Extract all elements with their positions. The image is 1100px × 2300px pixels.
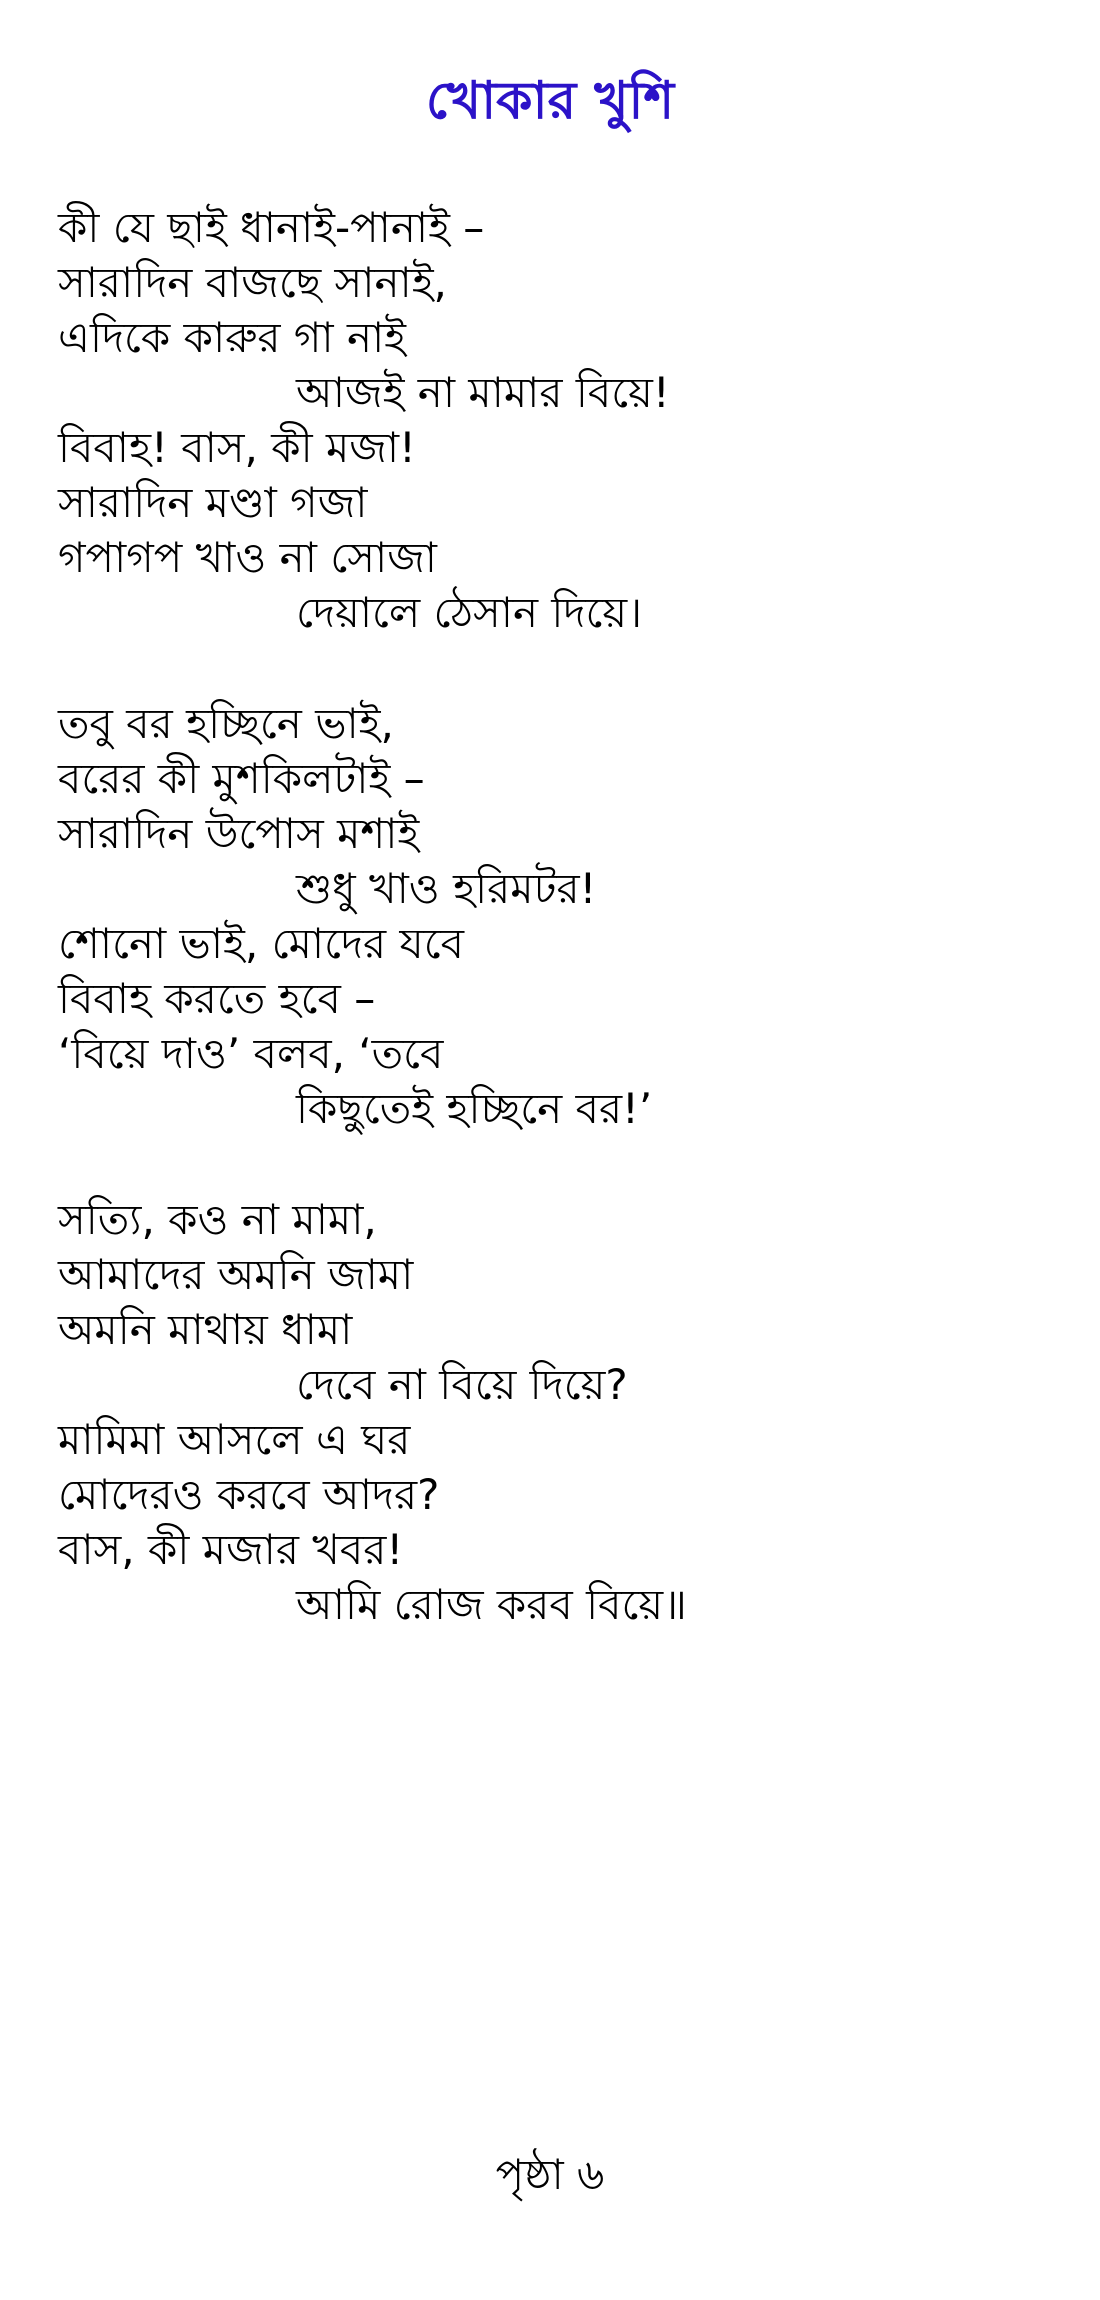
poem-line: মামিমা আসলে এ ঘর (58, 1415, 411, 1464)
page-number: পৃষ্ঠা ৬ (495, 2150, 605, 2199)
poem-line-indented: দেবে না বিয়ে দিয়ে? (296, 1360, 628, 1409)
poem-line: ‘বিয়ে দাও’ বলব, ‘তবে (58, 1029, 444, 1078)
poem-line: এদিকে কারুর গা নাই (58, 313, 407, 362)
poem-line: বিবাহ করতে হবে – (58, 974, 376, 1023)
poem-line: সারাদিন মণ্ডা গজা (58, 478, 368, 527)
poem-line: কী যে ছাই ধানাই-পানাই – (58, 203, 485, 252)
poem-line: সত্যি, কও না মামা, (58, 1195, 377, 1244)
poem-line-indented: শুধু খাও হরিমটর! (296, 864, 597, 913)
poem-line: মোদেরও করবে আদর? (58, 1470, 440, 1519)
poem-line-indented: আমি রোজ করব বিয়ে॥ (296, 1580, 687, 1629)
stanza-1 (58, 200, 1058, 640)
poem-line-indented: কিছুতেই হচ্ছিনে বর!’ (296, 1084, 653, 1133)
stanza-3 (58, 1192, 1058, 1632)
poem-line: আমাদের অমনি জামা (58, 1250, 414, 1299)
stanza-2 (58, 696, 1058, 1136)
poem-line: অমনি মাথায় ধামা (58, 1305, 353, 1354)
poem-title: খোকার খুশি (425, 71, 675, 131)
poem-line: বাস, কী মজার খবর! (58, 1525, 404, 1574)
poem-line: গপাগপ খাও না সোজা (58, 533, 437, 582)
poem-line-indented: দেয়ালে ঠেসান দিয়ে। (296, 588, 643, 637)
poem-line: শোনো ভাই, মোদের যবে (58, 919, 464, 968)
poem-line: সারাদিন উপোস মশাই (58, 809, 420, 858)
poem-line: সারাদিন বাজছে সানাই, (58, 258, 447, 307)
poem-line: বিবাহ! বাস, কী মজা! (58, 423, 416, 472)
poem-line: তবু বর হচ্ছিনে ভাই, (58, 699, 394, 748)
poem-body (58, 200, 1058, 1688)
poem-line: বরের কী মুশকিলটাই – (58, 754, 425, 803)
poem-line-indented: আজই না মামার বিয়ে! (296, 368, 670, 417)
